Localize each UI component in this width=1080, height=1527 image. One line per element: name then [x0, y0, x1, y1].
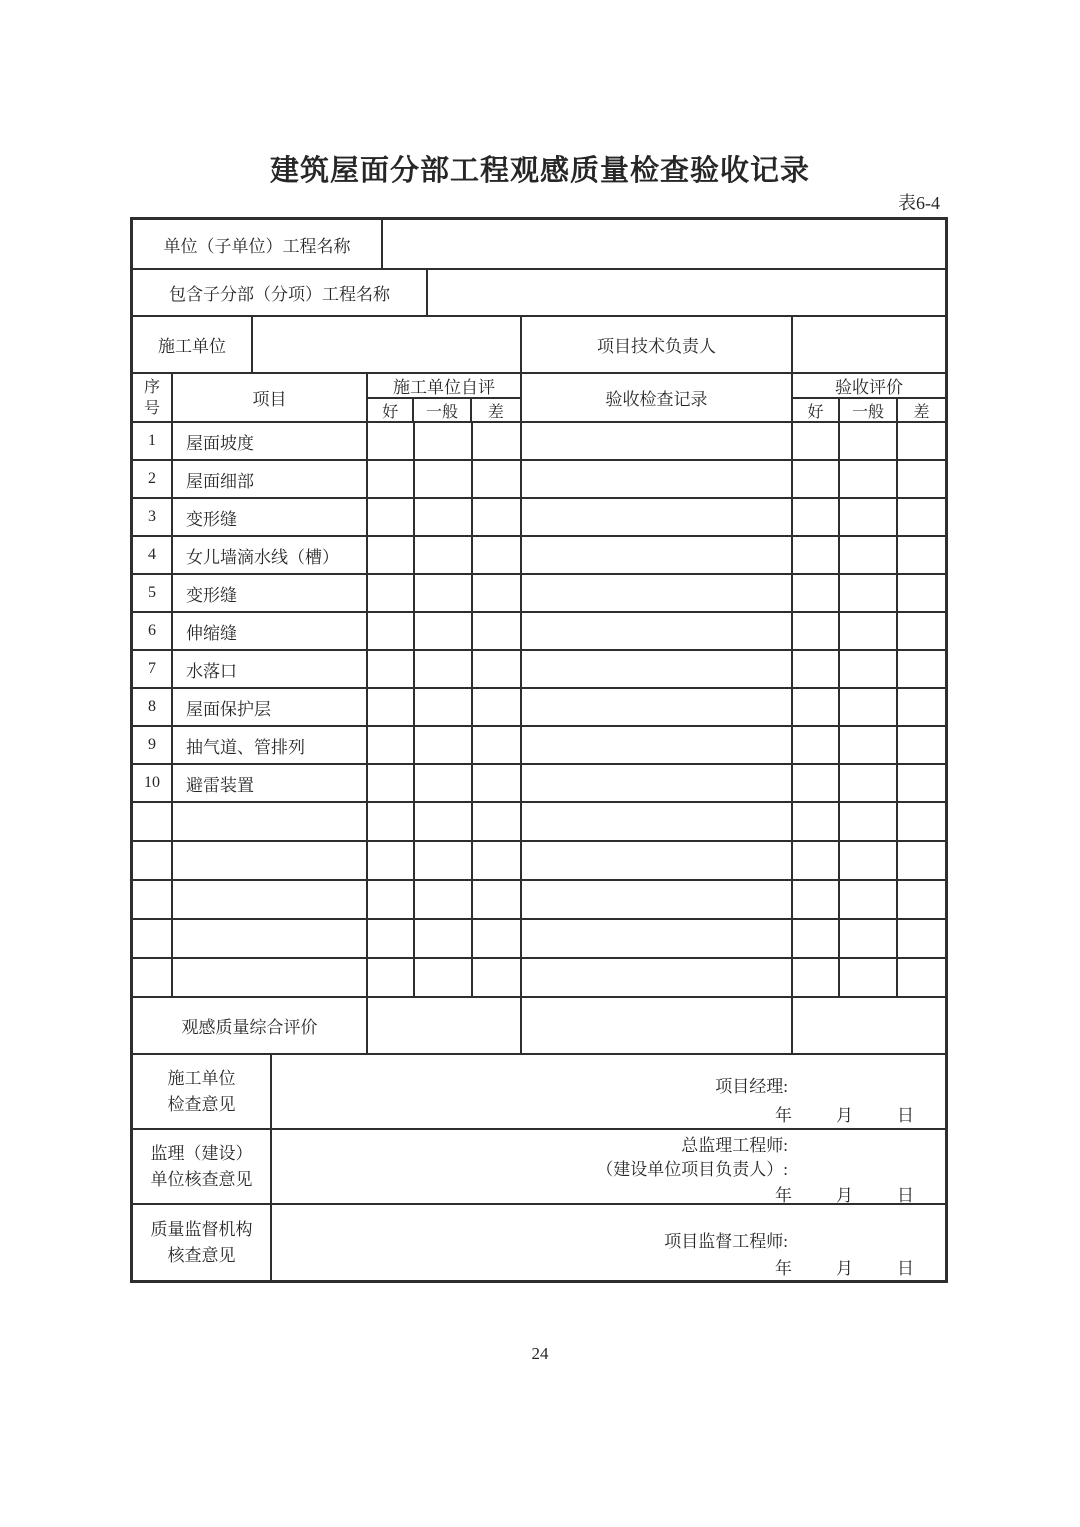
self-eval-average-cell[interactable] — [415, 689, 473, 725]
item-label: 变形缝 — [173, 575, 368, 611]
inspection-record-cell[interactable] — [522, 842, 793, 879]
inspection-record-cell[interactable] — [522, 613, 793, 649]
supervisor-opinion-label-line2: 单位核查意见 — [150, 1169, 253, 1189]
inspection-record-cell[interactable] — [522, 689, 793, 725]
acceptance-eval-average-cell[interactable] — [840, 765, 898, 801]
inspection-record-cell[interactable] — [522, 765, 793, 801]
self-eval-good-cell[interactable] — [368, 881, 415, 918]
self-eval-good-header: 好 — [368, 399, 414, 422]
acceptance-eval-good-cell[interactable] — [793, 613, 840, 649]
acceptance-eval-poor-header: 差 — [913, 404, 930, 421]
self-eval-poor-cell[interactable] — [473, 651, 522, 687]
row-number: 9 — [133, 727, 173, 763]
inspection-record-cell[interactable] — [522, 959, 793, 996]
row-number: 4 — [133, 537, 173, 573]
month-label: 月 — [836, 1259, 853, 1278]
acceptance-eval-poor-cell[interactable] — [898, 765, 945, 801]
table-row — [133, 423, 945, 461]
row-number-cell[interactable] — [133, 920, 173, 957]
acceptance-eval-average-cell[interactable] — [840, 727, 898, 763]
quality-agency-label-line2: 核查意见 — [167, 1245, 236, 1265]
row-number: 5 — [133, 575, 173, 611]
acceptance-eval-average-cell[interactable] — [840, 651, 898, 687]
acceptance-eval-average-cell[interactable] — [840, 461, 898, 497]
self-eval-good-cell[interactable] — [368, 575, 415, 611]
day-label: 日 — [897, 1259, 914, 1278]
table-row — [133, 461, 945, 499]
self-eval-average-cell[interactable] — [415, 881, 473, 918]
acceptance-eval-average-cell[interactable] — [840, 423, 898, 459]
inspection-record-header: 验收检查记录 — [522, 374, 793, 421]
project-manager-sign-label: 项目经理: — [715, 1077, 788, 1096]
item-cell[interactable] — [173, 842, 368, 879]
acceptance-eval-average-cell[interactable] — [840, 842, 898, 879]
tech-director-input[interactable] — [793, 317, 945, 372]
self-eval-poor-cell[interactable] — [473, 537, 522, 573]
acceptance-eval-poor-cell[interactable] — [898, 803, 945, 840]
self-eval-poor-cell[interactable] — [473, 727, 522, 763]
self-eval-poor-cell[interactable] — [473, 423, 522, 459]
self-eval-good-cell[interactable] — [368, 537, 415, 573]
item-label: 水落口 — [173, 651, 368, 687]
row-number: 1 — [133, 423, 173, 459]
construction-unit-row — [133, 317, 945, 374]
self-eval-header: 施工单位自评 — [368, 374, 520, 399]
construction-opinion-label-line1: 施工单位 — [167, 1068, 236, 1088]
self-eval-average-cell[interactable] — [415, 651, 473, 687]
inspection-record-cell[interactable] — [522, 651, 793, 687]
sub-project-row — [133, 270, 945, 317]
self-eval-poor-cell[interactable] — [473, 842, 522, 879]
item-cell[interactable] — [173, 881, 368, 918]
self-eval-header-group — [368, 374, 522, 421]
item-label: 避雷装置 — [173, 765, 368, 801]
acceptance-eval-poor-cell[interactable] — [898, 842, 945, 879]
acceptance-eval-header: 验收评价 — [793, 374, 945, 399]
inspection-record-cell[interactable] — [522, 575, 793, 611]
table-row-empty — [133, 842, 945, 881]
self-eval-average-cell[interactable] — [415, 803, 473, 840]
self-eval-good-cell[interactable] — [368, 959, 415, 996]
supervisor-opinion-area[interactable] — [272, 1130, 945, 1203]
self-eval-average-cell[interactable] — [415, 959, 473, 996]
acceptance-eval-good-cell[interactable] — [793, 423, 840, 459]
acceptance-eval-good-cell[interactable] — [793, 920, 840, 957]
self-eval-average-cell[interactable] — [415, 920, 473, 957]
year-label: 年 — [775, 1186, 792, 1203]
quality-agency-opinion-area[interactable] — [272, 1205, 945, 1280]
row-number: 8 — [133, 689, 173, 725]
table-header-row — [133, 374, 945, 423]
self-eval-good-cell[interactable] — [368, 499, 415, 535]
page-number: 24 — [531, 1344, 549, 1363]
item-label: 屋面保护层 — [173, 689, 368, 725]
supervisor-opinion-label-line1: 监理（建设） — [150, 1143, 253, 1163]
date-line — [775, 1181, 914, 1203]
self-eval-good-cell[interactable] — [368, 613, 415, 649]
acceptance-eval-average-cell[interactable] — [840, 881, 898, 918]
date-line — [775, 1254, 914, 1279]
acceptance-eval-poor-cell[interactable] — [898, 613, 945, 649]
acceptance-eval-poor-cell[interactable] — [898, 575, 945, 611]
item-label: 女儿墙滴水线（槽） — [173, 537, 368, 573]
inspection-record-cell[interactable] — [522, 881, 793, 918]
acceptance-eval-average-cell[interactable] — [840, 537, 898, 573]
item-label: 抽气道、管排列 — [173, 727, 368, 763]
row-number: 6 — [133, 613, 173, 649]
table-row — [133, 651, 945, 689]
month-label: 月 — [836, 1106, 853, 1125]
unit-project-row — [133, 220, 945, 270]
form-title: 建筑屋面分部工程观感质量检查验收记录 — [269, 155, 810, 187]
tech-director-label: 项目技术负责人 — [522, 317, 793, 372]
self-eval-poor-cell[interactable] — [473, 765, 522, 801]
item-label: 屋面细部 — [173, 461, 368, 497]
self-eval-poor-cell[interactable] — [473, 689, 522, 725]
table-row — [133, 537, 945, 575]
self-eval-average-cell[interactable] — [415, 727, 473, 763]
acceptance-eval-good-cell[interactable] — [793, 575, 840, 611]
chief-supervisor-sign-label — [596, 1134, 788, 1182]
self-eval-good-cell[interactable] — [368, 842, 415, 879]
self-eval-average-cell[interactable] — [415, 575, 473, 611]
acceptance-eval-good-header: 好 — [793, 399, 840, 422]
self-eval-poor-cell[interactable] — [473, 959, 522, 996]
day-label: 日 — [897, 1186, 914, 1203]
self-eval-good-cell[interactable] — [368, 651, 415, 687]
self-eval-average-cell[interactable] — [415, 499, 473, 535]
acceptance-eval-average-cell[interactable] — [840, 613, 898, 649]
year-label: 年 — [775, 1106, 792, 1125]
self-eval-average-header: 一般 — [414, 399, 471, 422]
month-label: 月 — [836, 1186, 853, 1203]
item-label: 屋面坡度 — [173, 423, 368, 459]
table-row — [133, 765, 945, 803]
construction-opinion-row — [133, 1055, 945, 1130]
acceptance-eval-good-cell[interactable] — [793, 765, 840, 801]
self-eval-poor-header: 差 — [487, 404, 504, 421]
row-number: 10 — [133, 765, 173, 801]
sub-project-label: 包含子分部（分项）工程名称 — [133, 270, 428, 315]
acceptance-eval-good-cell[interactable] — [793, 842, 840, 879]
table-row-empty — [133, 920, 945, 959]
construction-opinion-label — [133, 1055, 272, 1128]
acceptance-eval-average-cell[interactable] — [840, 689, 898, 725]
row-number: 2 — [133, 461, 173, 497]
supervisor-opinion-label — [133, 1130, 272, 1203]
acceptance-eval-poor-cell[interactable] — [898, 959, 945, 996]
acceptance-eval-good-cell[interactable] — [793, 959, 840, 996]
row-number-cell[interactable] — [133, 959, 173, 996]
project-supervision-engineer-sign-label: 项目监督工程师: — [664, 1232, 788, 1251]
acceptance-eval-average-cell[interactable] — [840, 959, 898, 996]
acceptance-eval-poor-cell[interactable] — [898, 537, 945, 573]
item-cell[interactable] — [173, 803, 368, 840]
construction-opinion-area[interactable] — [272, 1055, 945, 1128]
acceptance-eval-poor-cell[interactable] — [898, 727, 945, 763]
construction-unit-label: 施工单位 — [133, 317, 253, 372]
table-row — [133, 613, 945, 651]
acceptance-eval-average-cell[interactable] — [840, 920, 898, 957]
inspection-record-cell[interactable] — [522, 423, 793, 459]
acceptance-eval-good-cell[interactable] — [793, 803, 840, 840]
table-row-empty — [133, 881, 945, 920]
self-eval-good-cell[interactable] — [368, 803, 415, 840]
row-number: 7 — [133, 651, 173, 687]
self-eval-average-cell[interactable] — [415, 537, 473, 573]
acceptance-eval-poor-cell[interactable] — [898, 499, 945, 535]
seq-header-line1: 序 — [143, 378, 160, 396]
row-number: 3 — [133, 499, 173, 535]
self-eval-good-cell[interactable] — [368, 423, 415, 459]
self-eval-average-cell[interactable] — [415, 461, 473, 497]
self-eval-good-cell[interactable] — [368, 689, 415, 725]
self-eval-poor-cell[interactable] — [473, 461, 522, 497]
date-line — [775, 1101, 914, 1126]
inspection-record-cell[interactable] — [522, 461, 793, 497]
acceptance-eval-good-cell[interactable] — [793, 499, 840, 535]
acceptance-eval-good-cell[interactable] — [793, 881, 840, 918]
acceptance-eval-average-cell[interactable] — [840, 803, 898, 840]
unit-project-label: 单位（子单位）工程名称 — [133, 220, 383, 268]
quality-agency-label-line1: 质量监督机构 — [150, 1219, 253, 1239]
self-eval-average-cell[interactable] — [415, 765, 473, 801]
supervisor-opinion-row — [133, 1130, 945, 1205]
row-number-cell[interactable] — [133, 881, 173, 918]
construction-opinion-label-line2: 检查意见 — [167, 1094, 236, 1114]
self-eval-average-cell[interactable] — [415, 423, 473, 459]
summary-label: 观感质量综合评价 — [133, 998, 368, 1053]
year-label: 年 — [775, 1259, 792, 1278]
item-cell[interactable] — [173, 920, 368, 957]
self-eval-poor-cell[interactable] — [473, 499, 522, 535]
summary-self-eval-cell[interactable] — [368, 998, 522, 1053]
item-label: 变形缝 — [173, 499, 368, 535]
inspection-record-cell[interactable] — [522, 803, 793, 840]
item-header: 项目 — [173, 374, 368, 421]
acceptance-eval-good-cell[interactable] — [793, 461, 840, 497]
table-row-empty — [133, 803, 945, 842]
summary-row — [133, 998, 945, 1055]
acceptance-eval-good-cell[interactable] — [793, 537, 840, 573]
acceptance-eval-average-cell[interactable] — [840, 499, 898, 535]
inspection-record-cell[interactable] — [522, 727, 793, 763]
self-eval-poor-cell[interactable] — [473, 613, 522, 649]
self-eval-good-cell[interactable] — [368, 765, 415, 801]
summary-record-cell[interactable] — [522, 998, 793, 1053]
summary-acceptance-cell[interactable] — [793, 998, 945, 1053]
inspection-record-cell[interactable] — [522, 537, 793, 573]
acceptance-eval-poor-cell[interactable] — [898, 461, 945, 497]
quality-agency-opinion-label — [133, 1205, 272, 1280]
acceptance-eval-poor-cell[interactable] — [898, 881, 945, 918]
acceptance-eval-poor-cell[interactable] — [898, 651, 945, 687]
self-eval-poor-cell[interactable] — [473, 803, 522, 840]
table-row — [133, 575, 945, 613]
seq-header-line2: 号 — [143, 399, 160, 417]
table-row — [133, 689, 945, 727]
self-eval-good-cell[interactable] — [368, 920, 415, 957]
acceptance-eval-header-group — [793, 374, 945, 421]
chief-supervisor-line1: 总监理工程师: — [681, 1136, 788, 1155]
construction-unit-input[interactable] — [253, 317, 522, 372]
inspection-form-table — [130, 217, 948, 1283]
acceptance-eval-good-cell[interactable] — [793, 727, 840, 763]
row-number-cell[interactable] — [133, 803, 173, 840]
acceptance-eval-poor-cell[interactable] — [898, 689, 945, 725]
table-row-empty — [133, 959, 945, 998]
self-eval-poor-cell[interactable] — [473, 881, 522, 918]
unit-project-input[interactable] — [383, 220, 945, 268]
acceptance-eval-average-cell[interactable] — [840, 575, 898, 611]
self-eval-average-cell[interactable] — [415, 613, 473, 649]
sub-project-input[interactable] — [428, 270, 945, 315]
seq-header — [133, 374, 173, 421]
acceptance-eval-average-header: 一般 — [840, 399, 898, 422]
self-eval-average-cell[interactable] — [415, 842, 473, 879]
chief-supervisor-line2: （建设单位项目负责人）: — [596, 1160, 788, 1179]
self-eval-poor-cell[interactable] — [473, 920, 522, 957]
acceptance-eval-poor-cell[interactable] — [898, 920, 945, 957]
table-row — [133, 499, 945, 537]
inspection-record-cell[interactable] — [522, 499, 793, 535]
day-label: 日 — [897, 1106, 914, 1125]
acceptance-eval-good-cell[interactable] — [793, 651, 840, 687]
inspection-record-cell[interactable] — [522, 920, 793, 957]
item-cell[interactable] — [173, 959, 368, 996]
self-eval-good-cell[interactable] — [368, 727, 415, 763]
table-row — [133, 727, 945, 765]
self-eval-good-cell[interactable] — [368, 461, 415, 497]
self-eval-poor-cell[interactable] — [473, 575, 522, 611]
acceptance-eval-good-cell[interactable] — [793, 689, 840, 725]
quality-agency-opinion-row — [133, 1205, 945, 1280]
row-number-cell[interactable] — [133, 842, 173, 879]
table-number: 表6-4 — [898, 193, 940, 213]
acceptance-eval-poor-cell[interactable] — [898, 423, 945, 459]
item-label: 伸缩缝 — [173, 613, 368, 649]
